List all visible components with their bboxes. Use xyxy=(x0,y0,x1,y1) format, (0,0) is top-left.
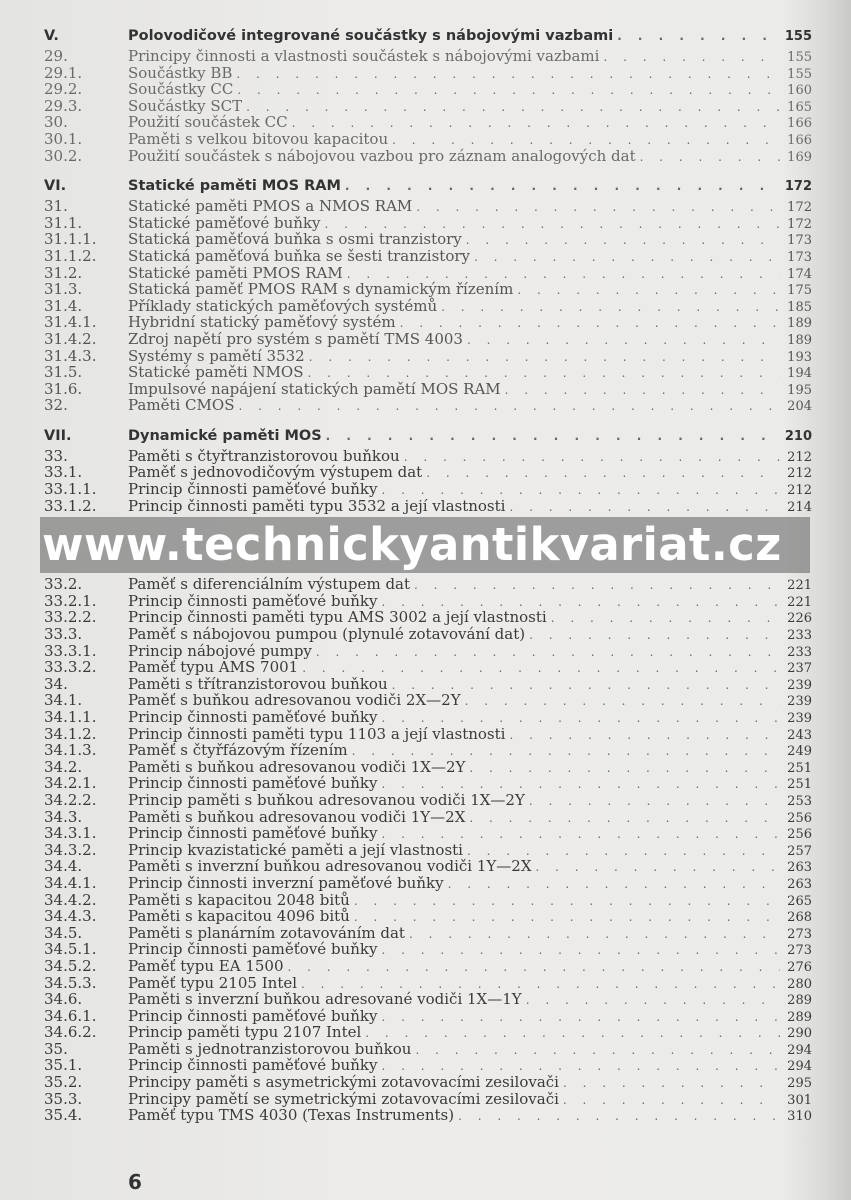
entry-number: 33.2.2. xyxy=(44,608,97,627)
dot-leader xyxy=(563,1075,780,1092)
entry-page: 289 xyxy=(787,1009,812,1025)
dot-leader xyxy=(526,992,780,1009)
entry-title: Impulsové napájení statických pamětí MOS RAM xyxy=(128,379,501,398)
entry-page: 263 xyxy=(787,876,812,892)
entry-title: Principy činnosti a vlastnosti součástek s nábojovými vazbami xyxy=(128,47,600,65)
dot-leader xyxy=(288,959,780,976)
entry-title: Zdroj napětí pro systém s pamětí TMS 4003 xyxy=(128,329,463,348)
dot-leader xyxy=(469,810,780,827)
dot-leader xyxy=(563,1092,780,1109)
toc-entry xyxy=(44,593,812,610)
dot-leader xyxy=(404,449,780,466)
entry-number: 31.4.1. xyxy=(44,313,97,332)
toc-entry xyxy=(44,198,812,215)
chapter-heading xyxy=(44,24,812,48)
entry-number: 31.4.2. xyxy=(44,329,97,348)
dot-leader xyxy=(354,893,780,910)
toc-entry xyxy=(44,975,812,992)
entry-title: Použití součástek s nábojovou vazbou pro záznam analogových dat xyxy=(128,146,636,165)
entry-page: 226 xyxy=(787,611,812,627)
watermark-band xyxy=(40,517,810,573)
entry-page: 169 xyxy=(787,149,812,165)
dot-leader xyxy=(551,610,780,627)
toc-entry xyxy=(44,1091,812,1108)
entry-title: Dynamické paměti MOS xyxy=(128,427,322,444)
toc-entry xyxy=(44,709,812,726)
entry-page: 289 xyxy=(787,993,812,1009)
entry-page: 237 xyxy=(787,661,812,677)
entry-title: Paměti s velkou bitovou kapacitou xyxy=(128,129,389,148)
entry-page: 173 xyxy=(787,249,812,265)
toc-entry xyxy=(44,364,812,381)
entry-title: Princip kvazistatické paměti a její vlastnosti xyxy=(128,840,463,859)
entry-title: Statické paměti NMOS xyxy=(128,363,304,382)
entry-page: 294 xyxy=(787,1059,812,1075)
entry-page: 273 xyxy=(787,943,812,959)
dot-leader xyxy=(381,1009,780,1026)
entry-number: 35. xyxy=(44,1039,68,1058)
chapter-heading xyxy=(44,174,812,198)
entry-title: Statické paměti MOS RAM xyxy=(128,178,341,195)
entry-number: 34.4.3. xyxy=(44,907,97,926)
entry-title: Princip činnosti paměťové buňky xyxy=(128,708,378,726)
entry-number: 30.1. xyxy=(44,129,83,148)
entry-title: Principy paměti s asymetrickými zotavovacími zesilovači xyxy=(128,1073,559,1092)
toc-entry xyxy=(44,692,812,709)
entry-number: 34.2.2. xyxy=(44,790,97,809)
entry-number: 31.1.2. xyxy=(44,246,97,265)
dot-leader xyxy=(414,577,780,594)
entry-page: 160 xyxy=(787,83,812,99)
table-of-contents xyxy=(44,24,812,1134)
toc-entry xyxy=(44,908,812,925)
entry-title: Paměť typu AMS 7001 xyxy=(128,658,299,677)
entry-page: 212 xyxy=(787,466,812,482)
toc-entry xyxy=(44,481,812,498)
toc-entry xyxy=(44,98,812,115)
entry-title: Systémy s pamětí 3532 xyxy=(128,346,305,365)
entry-page: 301 xyxy=(787,1092,812,1108)
entry-page: 295 xyxy=(787,1076,812,1092)
entry-number: 31.2. xyxy=(44,263,83,282)
entry-number: 35.2. xyxy=(44,1073,83,1092)
entry-number: 34. xyxy=(44,674,68,693)
toc-entry xyxy=(44,248,812,265)
entry-page: 239 xyxy=(787,711,812,726)
entry-title: Paměť s diferenciálním výstupem dat xyxy=(128,575,411,594)
toc-entry xyxy=(44,842,812,859)
dot-leader xyxy=(326,424,780,448)
entry-number: 30.2. xyxy=(44,146,83,165)
entry-number: 35.1. xyxy=(44,1056,83,1075)
dot-leader xyxy=(640,149,780,166)
entry-number: 34.2.1. xyxy=(44,774,97,793)
entry-page: 185 xyxy=(787,299,812,315)
entry-page: 265 xyxy=(787,893,812,909)
entry-title: Statická paměťová buňka s osmi tranzistory xyxy=(128,230,462,249)
entry-number: VII. xyxy=(44,427,72,444)
toc-entry xyxy=(44,131,812,148)
entry-title: Paměť s jednovodičovým výstupem dat xyxy=(128,463,423,482)
entry-page: 221 xyxy=(787,594,812,610)
entry-title: Princip paměti typu 2107 Intel xyxy=(128,1023,362,1042)
entry-page: 194 xyxy=(787,366,812,382)
entry-title: Statická paměťová buňka se šesti tranzistory xyxy=(128,246,470,265)
dot-leader xyxy=(603,49,780,66)
entry-title: Princip činnosti paměťové buňky xyxy=(128,774,378,793)
entry-number: 33.1. xyxy=(44,463,83,482)
toc-entry xyxy=(44,1024,812,1041)
toc-entry xyxy=(44,464,812,481)
toc-entry xyxy=(44,381,812,398)
dot-leader xyxy=(238,398,780,415)
entry-title: Paměť s nábojovou pumpou (plynulé zotavování dat) xyxy=(128,625,526,644)
entry-page: 256 xyxy=(787,810,812,826)
entry-number: 34.1.2. xyxy=(44,724,97,743)
toc-section xyxy=(44,24,812,164)
entry-page: 165 xyxy=(787,99,812,115)
entry-page: 249 xyxy=(787,744,812,760)
dot-leader xyxy=(467,332,780,349)
entry-number: V. xyxy=(44,28,59,44)
toc-entry xyxy=(44,643,812,660)
entry-title: Princip činnosti paměťové buňky xyxy=(128,940,378,959)
entry-title: Princip činnosti inverzní paměťové buňky xyxy=(128,873,444,892)
toc-entry xyxy=(44,576,812,593)
toc-entry xyxy=(44,81,812,98)
toc-entry xyxy=(44,1008,812,1025)
page-number: 6 xyxy=(128,1170,142,1194)
toc-entry xyxy=(44,1107,812,1124)
entry-page: 172 xyxy=(784,179,812,195)
entry-page: 243 xyxy=(787,727,812,743)
entry-title: Paměti s třítranzistorovou buňkou xyxy=(128,674,388,693)
entry-number: 34.6.2. xyxy=(44,1023,97,1042)
toc-section xyxy=(44,174,812,414)
entry-title: Paměť s buňkou adresovanou vodiči 2X—2Y xyxy=(128,691,461,710)
entry-number: 31.1. xyxy=(44,213,83,232)
entry-page: 233 xyxy=(787,628,812,644)
toc-entry xyxy=(44,941,812,958)
toc-entry xyxy=(44,448,812,465)
entry-number: 34.6.1. xyxy=(44,1006,97,1025)
entry-number: 35.3. xyxy=(44,1089,83,1108)
entry-number: 33.2. xyxy=(44,575,83,594)
dot-leader xyxy=(536,859,781,876)
entry-number: 29.3. xyxy=(44,96,83,115)
dot-leader xyxy=(509,727,780,744)
entry-title: Princip činnosti paměťové buňky xyxy=(128,824,378,843)
entry-title: Princip nábojové pumpy xyxy=(128,641,312,660)
watermark-text: www.technickyantikvariat.cz xyxy=(42,518,782,572)
entry-number: 31. xyxy=(44,197,68,216)
toc-entry xyxy=(44,742,812,759)
entry-page: 280 xyxy=(787,976,812,992)
dot-leader xyxy=(365,1025,780,1042)
entry-page: 214 xyxy=(787,499,812,515)
toc-entry xyxy=(44,991,812,1008)
entry-number: 29.1. xyxy=(44,63,83,82)
entry-number: 33.3.2. xyxy=(44,658,97,677)
entry-number: 33.2.1. xyxy=(44,591,97,610)
entry-title: Principy pamětí se symetrickými zotavovacími zesilovači xyxy=(128,1089,559,1108)
entry-number: 33.3.1. xyxy=(44,641,97,660)
toc-entry xyxy=(44,231,812,248)
toc-entry xyxy=(44,775,812,792)
entry-page: 212 xyxy=(787,483,812,499)
entry-number: 34.5. xyxy=(44,923,83,942)
entry-number: 34.1.3. xyxy=(44,741,97,760)
entry-title: Statické paměti PMOS a NMOS RAM xyxy=(128,197,413,216)
toc-entry xyxy=(44,809,812,826)
entry-page: 210 xyxy=(784,428,812,444)
entry-number: 33.3. xyxy=(44,625,83,644)
entry-number: 30. xyxy=(44,113,68,132)
toc-entry xyxy=(44,1041,812,1058)
dot-leader xyxy=(237,82,780,99)
entry-title: Statická paměť PMOS RAM s dynamickým řízením xyxy=(128,280,514,299)
entry-title: Paměti s jednotranzistorovou buňkou xyxy=(128,1039,412,1058)
dot-leader xyxy=(246,99,780,116)
toc-entry xyxy=(44,609,812,626)
toc-entry xyxy=(44,659,812,676)
entry-title: Paměti s inverzní buňkou adresovanou vodiči 1Y—2X xyxy=(128,857,532,876)
entry-page: 239 xyxy=(787,677,812,693)
entry-title: Princip činnosti paměťové buňky xyxy=(128,480,378,499)
dot-leader xyxy=(505,382,780,399)
toc-entry xyxy=(44,298,812,315)
entry-page: 172 xyxy=(787,200,812,216)
entry-title: Součástky CC xyxy=(128,80,234,99)
toc-entry xyxy=(44,858,812,875)
entry-page: 251 xyxy=(787,777,812,793)
entry-number: 34.5.2. xyxy=(44,956,97,975)
toc-entry xyxy=(44,48,812,65)
entry-title: Použití součástek CC xyxy=(128,113,288,132)
entry-page: 212 xyxy=(787,449,812,465)
dot-leader xyxy=(529,627,780,644)
entry-page: 310 xyxy=(787,1109,812,1125)
entry-title: Princip činnosti paměťové buňky xyxy=(128,591,378,610)
entry-page: 290 xyxy=(787,1026,812,1042)
toc-entry xyxy=(44,925,812,942)
dot-leader xyxy=(529,793,780,810)
entry-page: 256 xyxy=(787,827,812,843)
entry-page: 189 xyxy=(787,316,812,332)
dot-leader xyxy=(309,349,780,366)
entry-page: 221 xyxy=(787,578,812,594)
entry-page: 239 xyxy=(787,694,812,710)
entry-number: 34.4.1. xyxy=(44,873,97,892)
entry-page: 268 xyxy=(787,910,812,926)
toc-entry xyxy=(44,498,812,515)
toc-entry xyxy=(44,1057,812,1074)
entry-page: 155 xyxy=(784,29,812,44)
toc-entry xyxy=(44,65,812,82)
dot-leader xyxy=(415,1042,780,1059)
dot-leader xyxy=(509,499,780,516)
dot-leader xyxy=(426,465,780,482)
entry-page: 166 xyxy=(787,132,812,148)
toc-entry xyxy=(44,114,812,131)
entry-page: 175 xyxy=(787,283,812,299)
toc-entry xyxy=(44,281,812,298)
entry-page: 253 xyxy=(787,793,812,809)
dot-leader xyxy=(441,299,780,316)
dot-leader xyxy=(381,942,780,959)
entry-title: Příklady statických paměťových systémů xyxy=(128,296,438,315)
toc-entry xyxy=(44,1074,812,1091)
entry-title: Součástky BB xyxy=(128,63,233,82)
entry-title: Princip činnosti paměti typu AMS 3002 a její vlastnosti xyxy=(128,608,547,627)
entry-number: 34.3.1. xyxy=(44,824,97,843)
entry-number: 34.1. xyxy=(44,691,83,710)
dot-leader xyxy=(448,876,780,893)
entry-page: 173 xyxy=(787,233,812,249)
toc-entry xyxy=(44,397,812,414)
entry-title: Paměť s čtyřfázovým řízením xyxy=(128,741,348,760)
toc-section xyxy=(44,424,812,1124)
toc-entry xyxy=(44,148,812,165)
toc-entry xyxy=(44,626,812,643)
entry-number: 34.4. xyxy=(44,857,83,876)
entry-number: 31.6. xyxy=(44,379,83,398)
entry-number: 35.4. xyxy=(44,1106,83,1125)
dot-leader xyxy=(416,199,780,216)
entry-number: 31.3. xyxy=(44,280,83,299)
entry-number: 34.3.2. xyxy=(44,840,97,859)
entry-page: 172 xyxy=(787,216,812,232)
entry-number: 31.4.3. xyxy=(44,346,97,365)
dot-leader xyxy=(458,1108,780,1125)
entry-page: 263 xyxy=(787,860,812,876)
dot-leader xyxy=(354,909,780,926)
toc-entry xyxy=(44,215,812,232)
toc-entry xyxy=(44,265,812,282)
entry-title: Paměť typu EA 1500 xyxy=(128,956,284,975)
toc-entry xyxy=(44,958,812,975)
entry-title: Hybridní statický paměťový systém xyxy=(128,313,396,332)
entry-page: 155 xyxy=(787,50,812,65)
entry-number: VI. xyxy=(44,178,67,195)
toc-entry xyxy=(44,875,812,892)
entry-page: 166 xyxy=(787,116,812,132)
dot-leader xyxy=(465,693,780,710)
entry-title: Paměti CMOS xyxy=(128,396,235,415)
entry-title: Paměti s kapacitou 4096 bitů xyxy=(128,907,350,926)
entry-title: Princip činnosti paměti typu 3532 a její vlastnosti xyxy=(128,496,506,515)
entry-title: Princip činnosti paměťové buňky xyxy=(128,1056,378,1075)
entry-title: Paměť typu 2105 Intel xyxy=(128,973,298,992)
entry-number: 31.4. xyxy=(44,296,83,315)
entry-page: 189 xyxy=(787,332,812,348)
entry-number: 34.3. xyxy=(44,807,83,826)
entry-number: 29. xyxy=(44,47,68,65)
dot-leader xyxy=(236,66,780,83)
toc-entry xyxy=(44,676,812,693)
entry-title: Paměti s buňkou adresovanou vodiči 1Y—2X xyxy=(128,807,466,826)
toc-entry xyxy=(44,331,812,348)
entry-title: Paměti s čtyřtranzistorovou buňkou xyxy=(128,446,400,465)
dot-leader xyxy=(517,282,780,299)
entry-title: Paměti s buňkou adresovanou vodiči 1X—2Y xyxy=(128,757,466,776)
entry-number: 32. xyxy=(44,396,68,415)
entry-page: 204 xyxy=(787,399,812,415)
entry-number: 34.2. xyxy=(44,757,83,776)
entry-page: 276 xyxy=(787,959,812,975)
toc-entry xyxy=(44,825,812,842)
entry-number: 34.6. xyxy=(44,990,83,1009)
entry-title: Paměti s inverzní buňkou adresované vodiči 1X—1Y xyxy=(128,990,522,1009)
entry-title: Princip činnosti paměťové buňky xyxy=(128,1006,378,1025)
entry-title: Paměť typu TMS 4030 (Texas Instruments) xyxy=(128,1106,455,1125)
entry-title: Paměti s planárním zotavováním dat xyxy=(128,923,405,942)
entry-number: 34.4.2. xyxy=(44,890,97,909)
entry-title: Princip paměti s buňkou adresovanou vodiči 1X—2Y xyxy=(128,790,525,809)
entry-page: 251 xyxy=(787,760,812,776)
entry-title: Princip činnosti paměti typu 1103 a její vlastnosti xyxy=(128,724,506,743)
entry-number: 34.5.3. xyxy=(44,973,97,992)
dot-leader xyxy=(466,232,780,249)
entry-title: Součástky SCT xyxy=(128,96,243,115)
entry-page: 193 xyxy=(787,349,812,365)
entry-page: 195 xyxy=(787,382,812,398)
entry-page: 233 xyxy=(787,644,812,660)
entry-number: 34.1.1. xyxy=(44,708,97,726)
entry-title: Statické paměťové buňky xyxy=(128,213,321,232)
entry-number: 34.5.1. xyxy=(44,940,97,959)
dot-leader xyxy=(617,24,780,48)
dot-leader xyxy=(409,926,780,943)
entry-number: 29.2. xyxy=(44,80,83,99)
entry-number: 31.1.1. xyxy=(44,230,97,249)
toc-entry xyxy=(44,792,812,809)
entry-page: 257 xyxy=(787,843,812,859)
dot-leader xyxy=(316,644,780,661)
toc-entry xyxy=(44,726,812,743)
entry-page: 155 xyxy=(787,66,812,82)
entry-number: 31.5. xyxy=(44,363,83,382)
entry-title: Statické paměti PMOS RAM xyxy=(128,263,343,282)
entry-page: 294 xyxy=(787,1042,812,1058)
entry-number: 33.1.1. xyxy=(44,480,97,499)
chapter-heading xyxy=(44,424,812,448)
entry-title: Polovodičové integrované součástky s nábojovými vazbami xyxy=(128,28,614,44)
entry-title: Paměti s kapacitou 2048 bitů xyxy=(128,890,350,909)
entry-number: 33.1.2. xyxy=(44,496,97,515)
entry-page: 174 xyxy=(787,266,812,282)
toc-entry xyxy=(44,759,812,776)
entry-page: 273 xyxy=(787,926,812,942)
entry-number: 33. xyxy=(44,446,68,465)
toc-entry xyxy=(44,892,812,909)
dot-leader xyxy=(345,174,780,198)
toc-entry xyxy=(44,314,812,331)
dot-leader xyxy=(469,760,780,777)
dot-leader xyxy=(474,249,780,266)
toc-entry xyxy=(44,348,812,365)
